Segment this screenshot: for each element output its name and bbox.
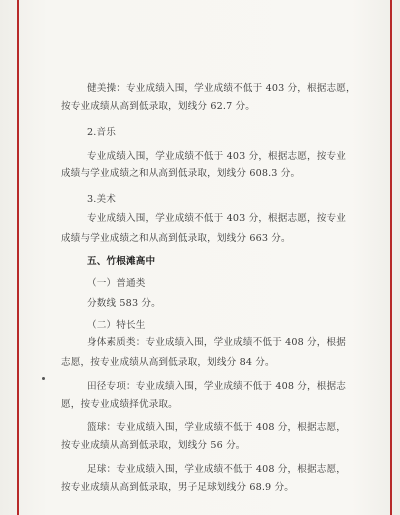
text-line: 健美操：专业成绩入围，学业成绩不低于 403 分，根据志愿， [87, 83, 356, 94]
scan-speck [42, 377, 45, 380]
left-red-margin-line [17, 0, 19, 515]
text-line: 篮球：专业成绩入围，学业成绩不低于 408 分，根据志愿， [87, 422, 347, 433]
text-line: 按专业成绩从高到低录取，男子足球划线分 68.9 分。 [61, 482, 294, 493]
text-line: 愿，按专业成绩择优录取。 [61, 399, 178, 410]
right-red-margin-line [390, 0, 392, 515]
text-line: 专业成绩入围，学业成绩不低于 403 分，根据志愿，按专业 [87, 213, 347, 224]
text-line: 成绩与学业成绩之和从高到低录取，划线分 608.3 分。 [61, 168, 301, 179]
text-line: 足球：专业成绩入围，学业成绩不低于 408 分，根据志愿， [87, 464, 347, 475]
text-line: 按专业成绩从高到低录取，划线分 62.7 分。 [61, 101, 256, 112]
text-line: 专业成绩入围，学业成绩不低于 403 分，根据志愿，按专业 [87, 151, 347, 162]
section-subheading: 2.音乐 [87, 127, 116, 138]
text-line: 田径专项：专业成绩入围，学业成绩不低于 408 分，根据志 [87, 381, 347, 392]
text-line: 分数线 583 分。 [87, 298, 161, 309]
text-line: 成绩与学业成绩之和从高到低录取，划线分 663 分。 [61, 233, 291, 244]
text-line: 按专业成绩从高到低录取，划线分 56 分。 [61, 440, 246, 451]
text-line: 身体素质类：专业成绩入围，学业成绩不低于 408 分，根据 [87, 337, 347, 348]
section-subheading: （二）特长生 [87, 320, 146, 331]
section-subheading: （一）普通类 [87, 278, 146, 289]
section-heading: 五、竹根滩高中 [87, 256, 156, 267]
section-subheading: 3.美术 [87, 194, 116, 205]
text-line: 志愿，按专业成绩从高到低录取，划线分 84 分。 [61, 357, 275, 368]
